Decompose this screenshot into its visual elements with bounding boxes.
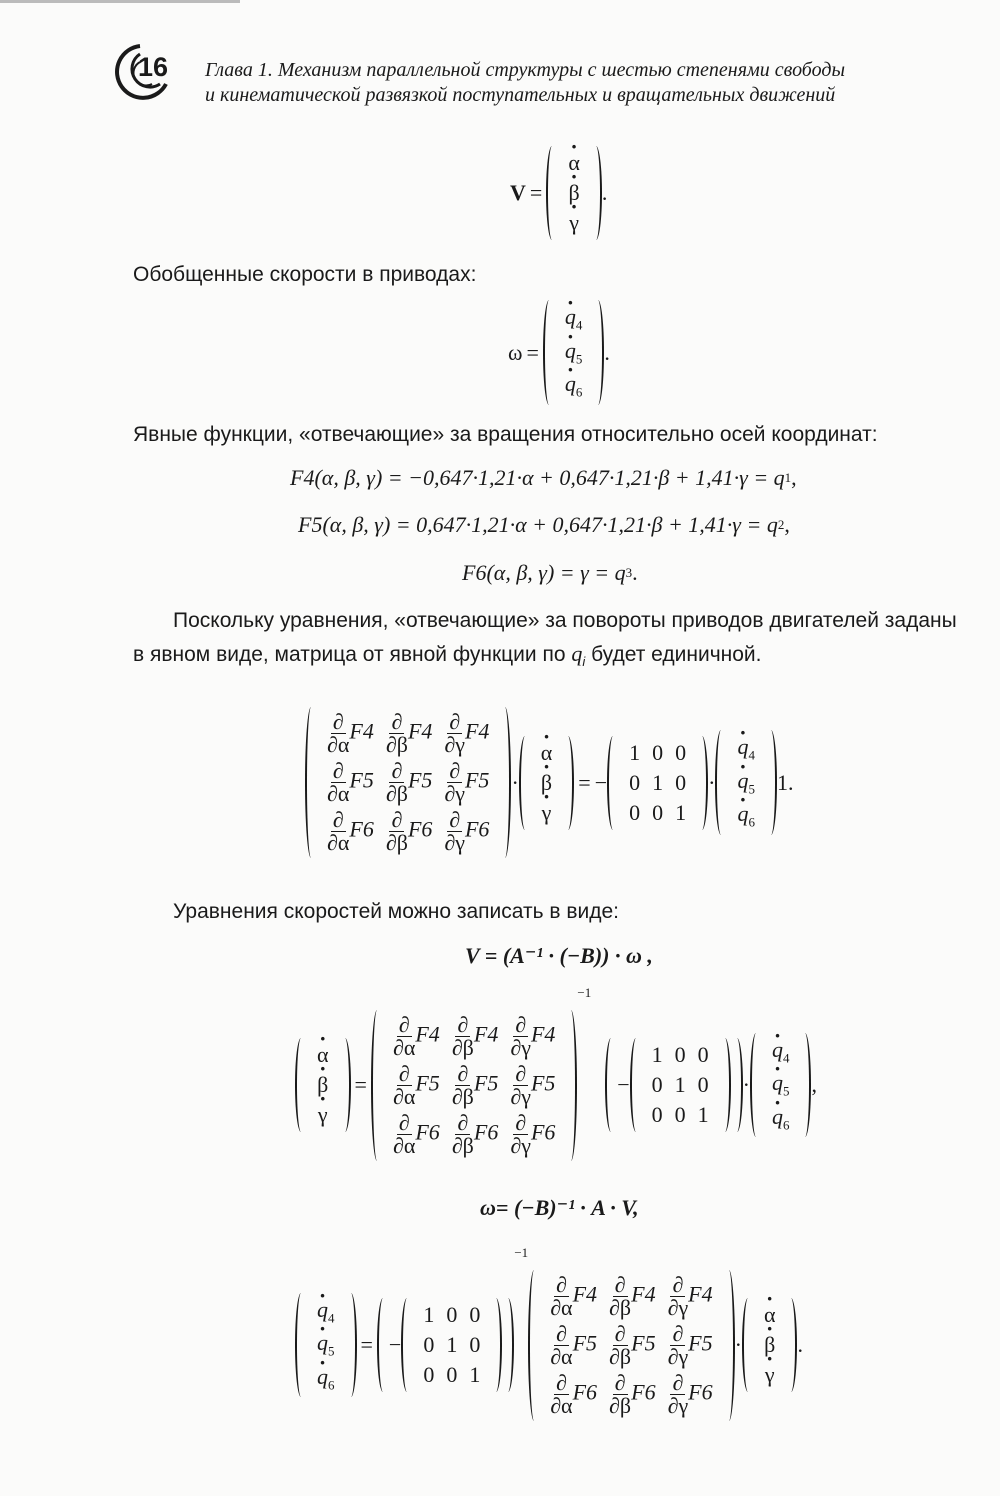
beta-dot: · β: [758, 1330, 781, 1360]
jacobian-entry: $\frac{\partial}{\partial\alpha}$ F5: [550, 1320, 598, 1369]
drive-rate-entry: · $q_6$: [311, 1362, 341, 1395]
jacobian-entry: $\frac{\partial}{\partial\gamma}$ F6: [510, 1109, 556, 1158]
identity-entry: 0: [651, 1072, 663, 1097]
identity-matrix-3: [401, 1298, 502, 1392]
jacobian-entry: $\frac{\partial}{\partial\beta}$ F5: [451, 1060, 499, 1109]
jacobian-entry: $\frac{\partial}{\partial\alpha}$ F4: [550, 1271, 598, 1320]
neg-identity-group: [605, 1038, 742, 1132]
eq-F5-sub: 2: [777, 517, 785, 532]
q5-sub: 5: [575, 351, 583, 367]
para-explicit-text2: будет единичной.: [591, 643, 762, 666]
eq-angle-rates: · α · β · γ = $\frac{\partial}{\partial\alpha}$ F4 $\frac{\partial}{\partial\beta}$ F4 $\frac{\partial}{\partial\gamma}$ F4 $\frac{\partial}{\partial\alpha}$ F5 $\frac{\partial}{\partial\beta}$ F5 $\frac{\partial}{\partial\gamma}$ F5 $\frac{\partial}{\partial\alpha}$ F6 $\frac{\partial}{\partial\beta}$ F6 $\frac{\partial}{\partial\gamma}$ F6 −1 − 1 0 0 0 1 0 0 0 1 · · $q_4$ · $q_5$ · $q_6$ ,: [295, 985, 817, 1185]
drive-rate-vector-3: [750, 1033, 812, 1137]
text-explicit-functions: Явные функции, «отвечающие» за вращения относительно осей координат:: [133, 423, 878, 446]
q6-symbol: · q: [565, 371, 576, 397]
neg-identity-group-2: [377, 1298, 514, 1392]
para-explicit: [133, 604, 973, 678]
gamma-dot: · γ: [312, 1100, 334, 1130]
alpha-dot: · α: [535, 738, 559, 768]
jacobian-entry: $\frac{\partial}{\partial\alpha}$ F6: [327, 807, 374, 855]
identity-entry: 1: [446, 1332, 458, 1357]
eq-F4-sub: 1: [784, 470, 792, 485]
identity-entry: 0: [652, 739, 664, 765]
identity-entry: 0: [629, 769, 641, 795]
angle-rate-vector-2: [519, 736, 575, 830]
running-head-line1: Глава 1. Механизм параллельной структуры с шестью степенями свободы: [205, 59, 845, 81]
drive-rate-entry: · $q_5$: [731, 766, 761, 799]
jacobian-entry: $\frac{\partial}{\partial\beta}$ F6: [385, 807, 433, 855]
angle-rate-vector-3: [295, 1038, 351, 1132]
identity-entry: 1: [652, 769, 664, 795]
jacobian-entry: $\frac{\partial}{\partial\alpha}$ F5: [392, 1060, 440, 1109]
jacobian-entry: $\frac{\partial}{\partial\gamma}$ F4: [667, 1271, 713, 1320]
q4-symbol: · q: [565, 304, 576, 330]
jacobian-entry: $\frac{\partial}{\partial\gamma}$ F6: [444, 807, 490, 855]
jacobian-entry: $\frac{\partial}{\partial\alpha}$ F5: [327, 758, 374, 806]
running-head-line2: и кинематической развязкой поступательных и вращательных движений: [205, 84, 836, 106]
jacobian-entry: $\frac{\partial}{\partial\beta}$ F6: [609, 1369, 656, 1418]
eq-F6-body: F6(α, β, γ) = γ = q: [462, 560, 626, 585]
identity-entry: 0: [423, 1362, 435, 1387]
drive-rate-entry: · $q_6$: [731, 799, 761, 832]
eq-drive-rates: · $q_4$ · $q_5$ · $q_6$ = − 1 0 0 0 1 0 0 0 1 −1 $\frac{\partial}{\partial\alpha}$ F4 $\frac{\partial}{\partial\beta}$ F4 $\frac{\partial}{\partial\gamma}$ F4 $\frac{\partial}{\partial\alpha}$ F5 $\frac{\partial}{\partial\beta}$ F5 $\frac{\partial}{\partial\gamma}$ F5 $\frac{\partial}{\partial\alpha}$ F6 $\frac{\partial}{\partial\beta}$ F6 $\frac{\partial}{\partial\gamma}$ F6 · · α · β · γ .: [295, 1245, 803, 1445]
jacobian-entry: $\frac{\partial}{\partial\gamma}$ F5: [444, 758, 490, 806]
inverse-superscript: −1: [514, 1245, 529, 1260]
jacobian-entry: $\frac{\partial}{\partial\alpha}$ F6: [550, 1369, 598, 1418]
identity-entry: 1: [469, 1362, 481, 1387]
jacobian-matrix-3: [528, 1270, 734, 1421]
identity-entry: 0: [423, 1332, 435, 1357]
page-number: 16: [138, 52, 169, 82]
gamma-dot: · γ: [759, 1360, 781, 1390]
identity-entry: 1: [423, 1302, 435, 1327]
drive-rate-entry: · $q_4$: [311, 1295, 341, 1328]
identity-matrix: [607, 736, 708, 830]
qi-symbol: q: [571, 641, 583, 666]
jacobian-entry: $\frac{\partial}{\partial\gamma}$ F5: [510, 1060, 556, 1109]
jacobian-entry: $\frac{\partial}{\partial\alpha}$ F6: [392, 1109, 440, 1158]
identity-matrix-2: [630, 1038, 731, 1132]
gamma-dot: · γ: [536, 798, 558, 828]
identity-entry: 1: [697, 1102, 709, 1127]
identity-entry: 1: [629, 739, 641, 765]
identity-entry: 0: [697, 1042, 709, 1067]
omega-symbol: ω: [508, 339, 523, 365]
eq-jacobian-identity: $\frac{\partial}{\partial\alpha}$ F4 $\frac{\partial}{\partial\beta}$ F4 $\frac{\partial}{\partial\gamma}$ F4 $\frac{\partial}{\partial\alpha}$ F5 $\frac{\partial}{\partial\beta}$ F5 $\frac{\partial}{\partial\gamma}$ F5 $\frac{\partial}{\partial\alpha}$ F6 $\frac{\partial}{\partial\beta}$ F6 $\frac{\partial}{\partial\gamma}$ F6 · · α · β · γ = − 1 0 0 0 1 0 0 0 1 · · $q_4$ · $q_5$ · $q_6$ 1.: [305, 685, 793, 880]
jacobian-entry: $\frac{\partial}{\partial\beta}$ F4: [385, 709, 433, 757]
q4-sub: 4: [575, 317, 583, 333]
eq-F4: F4(α, β, γ) = −0,647·1,21·α + 0,647·1,21·β + 1,41·γ = q 1 ,: [290, 465, 797, 490]
identity-entry: 1: [675, 799, 687, 825]
alpha-dot: · α: [311, 1040, 335, 1070]
running-head: [205, 58, 925, 108]
eq-F5: F5(α, β, γ) = 0,647·1,21·α + 0,647·1,21·β + 1,41·γ = q 2 ,: [298, 512, 790, 537]
jacobian-entry: $\frac{\partial}{\partial\alpha}$ F4: [392, 1011, 440, 1060]
top-rule: [0, 0, 240, 3]
qi-sub: i: [582, 654, 586, 670]
alpha-dot: · α: [562, 148, 586, 178]
jacobian-matrix-2: [371, 1010, 577, 1161]
drive-rate-vector-4: [295, 1293, 357, 1397]
eq-V-formula: V = (A⁻¹ · (−B)) · ω ,: [465, 943, 653, 968]
q6-sub: 6: [575, 384, 583, 400]
drive-rate-entry: · $q_4$: [766, 1035, 796, 1068]
drive-rate-vector: [543, 300, 605, 404]
jacobian-entry: $\frac{\partial}{\partial\beta}$ F5: [385, 758, 433, 806]
identity-entry: 0: [675, 769, 687, 795]
jacobian-entry: $\frac{\partial}{\partial\beta}$ F4: [451, 1011, 499, 1060]
beta-dot: · β: [535, 768, 558, 798]
drive-rate-entry: · $q_6$: [766, 1102, 796, 1135]
text-velocity-eqs: Уравнения скоростей можно записать в виде:: [173, 900, 620, 923]
identity-entry: 1: [674, 1072, 686, 1097]
minus-sign: −: [617, 1072, 630, 1097]
beta-dot: · β: [562, 178, 585, 208]
minus-sign: −: [594, 769, 608, 795]
jacobian-entry: $\frac{\partial}{\partial\beta}$ F4: [609, 1271, 656, 1320]
eq-F4-body: F4(α, β, γ) = −0,647·1,21·α + 0,647·1,21·β + 1,41·γ = q: [290, 465, 785, 490]
identity-entry: 0: [469, 1302, 481, 1327]
jacobian-entry: $\frac{\partial}{\partial\gamma}$ F4: [444, 709, 490, 757]
jacobian-entry: $\frac{\partial}{\partial\alpha}$ F4: [327, 709, 374, 757]
identity-entry: 0: [446, 1362, 458, 1387]
identity-entry: 0: [675, 739, 687, 765]
minus-sign: −: [388, 1332, 402, 1357]
drive-rate-vector-2: [715, 730, 777, 834]
angle-rate-vector-4: [742, 1298, 798, 1392]
V-symbol: V: [510, 179, 526, 205]
eq-V-vector: V = · α · β · γ .: [0, 140, 1000, 245]
identity-entry: 0: [652, 799, 664, 825]
text-generalized-speeds: Обобщенные скорости в приводах:: [133, 263, 477, 286]
jacobian-matrix: [305, 707, 511, 858]
eq-omega-formula: ω= (−B)⁻¹ · A · V,: [480, 1195, 639, 1220]
eq-F6-sub: 3: [625, 565, 633, 580]
identity-entry: 0: [446, 1302, 458, 1327]
inverse-superscript: −1: [577, 985, 592, 1000]
angle-rate-vector: [546, 146, 602, 240]
gamma-dot: · γ: [563, 208, 585, 238]
eq-omega-vector: ω = · $q_4$ · $q_5$ · $q_6$ .: [508, 300, 610, 405]
jacobian-entry: $\frac{\partial}{\partial\gamma}$ F5: [667, 1320, 713, 1369]
eq-F5-body: F5(α, β, γ) = 0,647·1,21·α + 0,647·1,21·β + 1,41·γ = q: [298, 512, 778, 537]
jacobian-entry: $\frac{\partial}{\partial\gamma}$ F4: [510, 1011, 556, 1060]
jacobian-entry: $\frac{\partial}{\partial\beta}$ F6: [451, 1109, 499, 1158]
beta-dot: · β: [311, 1070, 334, 1100]
jacobian-entry: $\frac{\partial}{\partial\beta}$ F5: [609, 1320, 656, 1369]
identity-entry: 0: [697, 1072, 709, 1097]
identity-entry: 0: [629, 799, 641, 825]
drive-rate-entry: · $q_5$: [766, 1068, 796, 1101]
drive-rate-entry: · $q_4$: [731, 732, 761, 765]
eq-F6: F6(α, β, γ) = γ = q 3 .: [462, 560, 638, 585]
para-explicit-text1: Поскольку уравнения, «отвечающие» за повороты приводов двигателей заданы в явном виде, матрица от явной функции по: [133, 609, 957, 666]
drive-rate-entry: · $q_5$: [311, 1328, 341, 1361]
identity-entry: 1: [651, 1042, 663, 1067]
identity-entry: 0: [651, 1102, 663, 1127]
identity-entry: 0: [469, 1332, 481, 1357]
identity-entry: 0: [674, 1102, 686, 1127]
jacobian-entry: $\frac{\partial}{\partial\gamma}$ F6: [667, 1369, 713, 1418]
q5-symbol: · q: [565, 338, 576, 364]
identity-entry: 0: [674, 1042, 686, 1067]
trailing-one: 1.: [776, 769, 794, 795]
alpha-dot: · α: [758, 1300, 782, 1330]
